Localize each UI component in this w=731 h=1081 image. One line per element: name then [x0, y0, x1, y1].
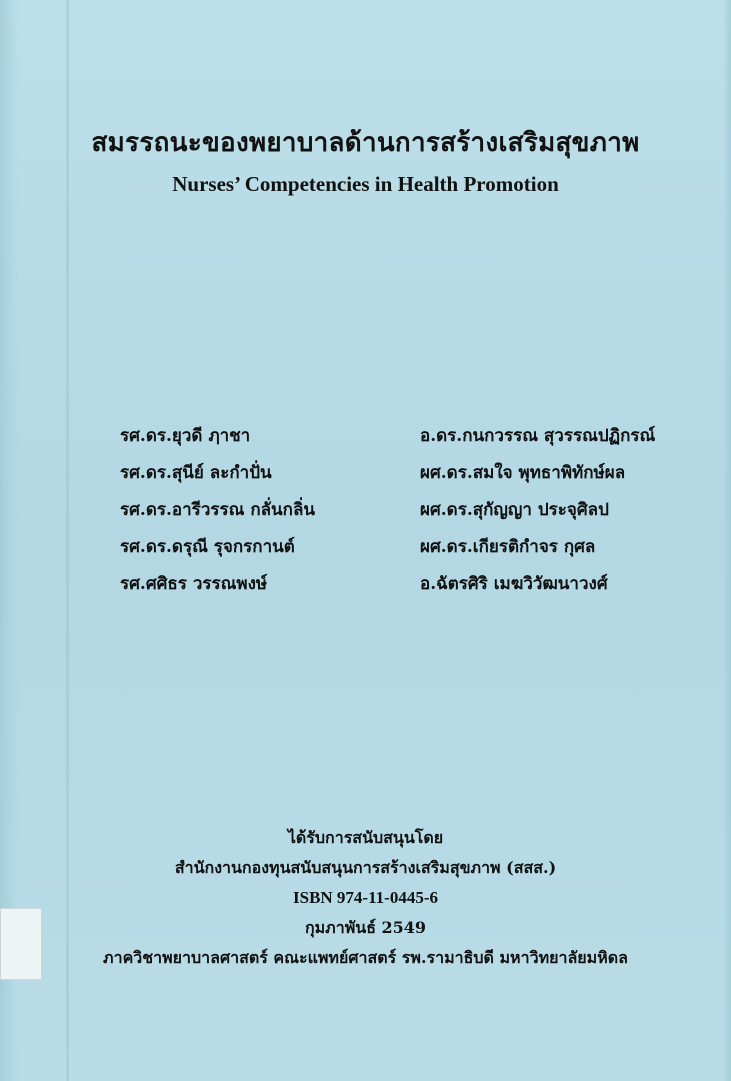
author-name: รศ.ดร.ดรุณี รุจกรกานต์ — [120, 537, 295, 557]
author-name: รศ.ศศิธร วรรณพงษ์ — [120, 574, 268, 594]
authors-left-column — [120, 424, 315, 609]
sponsor-organization: สำนักงานกองทุนสนับสนุนการสร้างเสริมสุขภาพ (สสส.) — [174, 858, 557, 877]
author-name: รศ.ดร.อารีวรรณ กลั่นกลิ่น — [120, 500, 315, 520]
author-name: รศ.ดร.ยุวดี ฦาชา — [120, 426, 251, 446]
authors-right-column — [420, 424, 655, 609]
author-name: อ.ดร.กนกวรรณ สุวรรณปฏิกรณ์ — [420, 426, 656, 446]
author-name: อ.ฉัตรศิริ เมฆวิวัฒนาวงศ์ — [420, 574, 608, 594]
publication-date: กุมภาพันธ์ 2549 — [304, 918, 427, 937]
isbn: ISBN 974-11-0445-6 — [293, 888, 438, 907]
title-english: Nurses’ Competencies in Health Promotion — [172, 172, 559, 196]
supported-by-label: ได้รับการสนับสนุนโดย — [287, 828, 444, 847]
publication-footer — [0, 826, 731, 976]
title-thai: สมรรถนะของพยาบาลด้านการสร้างเสริมสุขภาพ — [91, 128, 640, 158]
author-name: รศ.ดร.สุนีย์ ละกำปั่น — [120, 463, 272, 483]
author-name: ผศ.ดร.สุกัญญา ประจุศิลป — [420, 500, 609, 520]
author-name: ผศ.ดร.เกียรติกำจร กุศล — [420, 537, 596, 557]
publisher-department: ภาควิชาพยาบาลศาสตร์ คณะแพทย์ศาสตร์ รพ.รามาธิบดี มหาวิทยาลัยมหิดล — [103, 948, 628, 967]
author-name: ผศ.ดร.สมใจ พุทธาพิทักษ์ผล — [420, 463, 626, 483]
